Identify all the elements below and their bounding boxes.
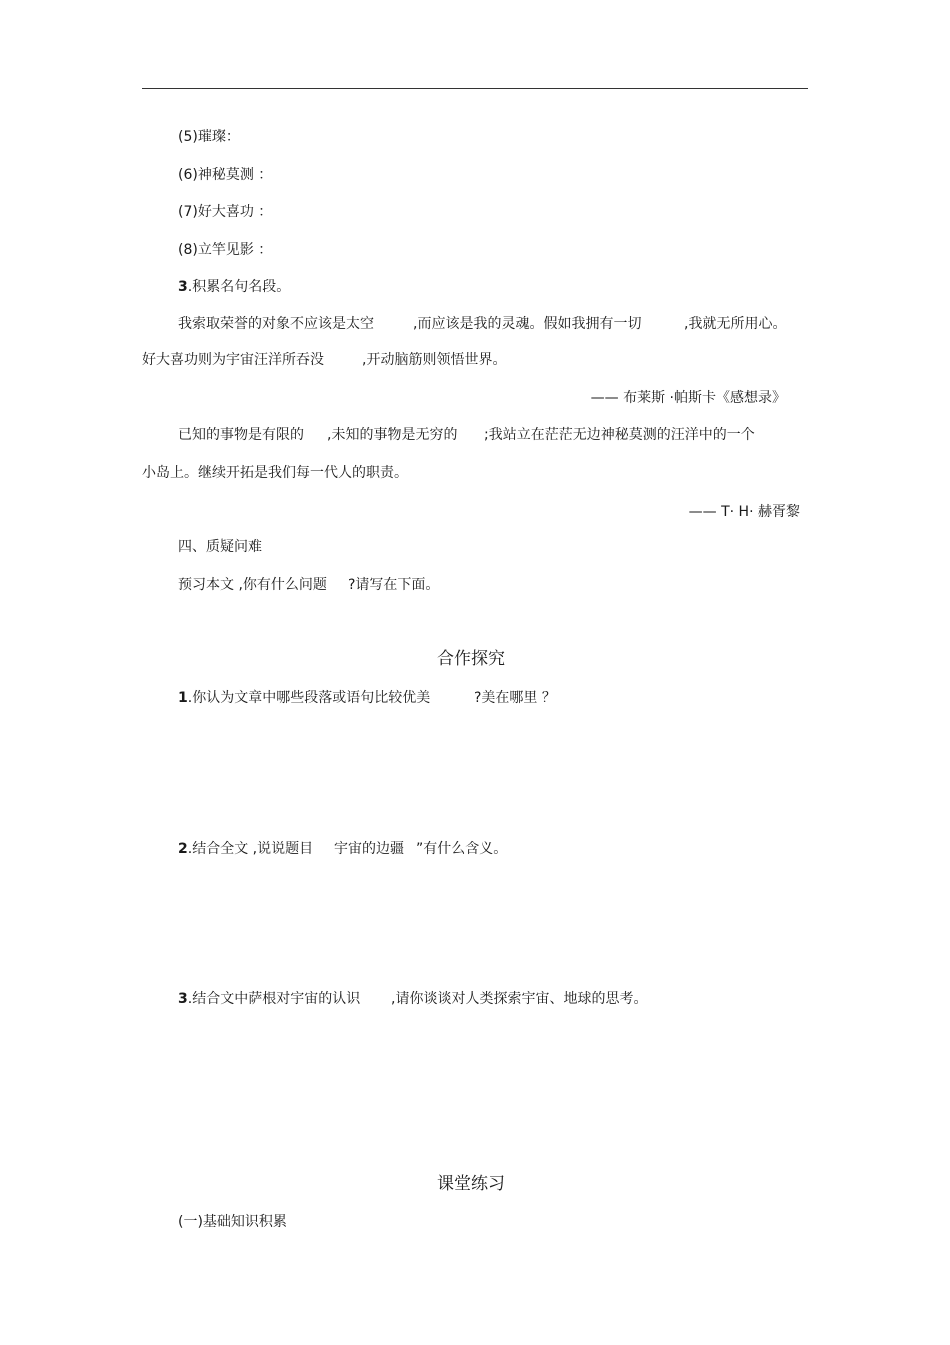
quote2-line1-b: ,未知的事物是无穷的 — [327, 427, 458, 443]
quote1-line2-b: ,开动脑筋则领悟世界。 — [362, 352, 507, 368]
quote2-line1-a: 已知的事物是有限的 — [178, 427, 304, 443]
quote2-line1-c: ;我站立在茫茫无边神秘莫测的汪洋中的一个 — [484, 427, 755, 443]
section4-title: 四、质疑问难 — [178, 539, 262, 555]
section4-prompt-a: 预习本文 ,你有什么问题 — [178, 577, 327, 593]
cooperation-q1-b: ?美在哪里 ？ — [474, 690, 556, 706]
practice-subheading: (一)基础知识积累 — [178, 1214, 287, 1230]
quote1-line1-a: 我索取荣誉的对象不应该是太空 — [178, 316, 374, 332]
quote2-source: —— T· H· 赫胥黎 — [688, 504, 800, 520]
quote1-line2-a: 好大喜功则为宇宙汪洋所吞没 — [142, 352, 324, 368]
vocab-item-5: (5)璀璨： — [178, 129, 240, 145]
quote2-line2: 小岛上。继续开拓是我们每一代人的职责。 — [142, 465, 408, 481]
vocab-item-8: (8)立竿见影 ： — [178, 242, 273, 258]
quote1-source: —— 布莱斯 ·帕斯卡《感想录》 — [590, 390, 786, 406]
quote1-line1-c: ,我就无所用心。 — [684, 316, 787, 332]
cooperation-q3-b: ,请你谈谈对人类探索宇宙、地球的思考。 — [391, 991, 648, 1007]
vocab-item-6: (6)神秘莫测 ： — [178, 167, 273, 183]
cooperation-q3: 3.结合文中萨根对宇宙的认识 — [178, 991, 361, 1007]
header-rule — [142, 88, 808, 89]
cooperation-heading: 合作探究 — [437, 649, 505, 669]
cooperation-q2-b: 宇宙的边疆 — [334, 841, 404, 857]
item-3-accumulate-quotes: 3.积累名句名段。 — [178, 279, 291, 295]
practice-heading: 课堂练习 — [437, 1174, 505, 1194]
section4-prompt-b: ?请写在下面。 — [348, 577, 440, 593]
vocab-item-7: (7)好大喜功 ： — [178, 204, 273, 220]
quote1-line1-b: ,而应该是我的灵魂。假如我拥有一切 — [413, 316, 642, 332]
cooperation-q2-c: ”有什么含义。 — [416, 841, 508, 857]
cooperation-q1: 1.你认为文章中哪些段落或语句比较优美 — [178, 690, 431, 706]
cooperation-q2: 2.结合全文 ,说说题目 — [178, 841, 314, 857]
